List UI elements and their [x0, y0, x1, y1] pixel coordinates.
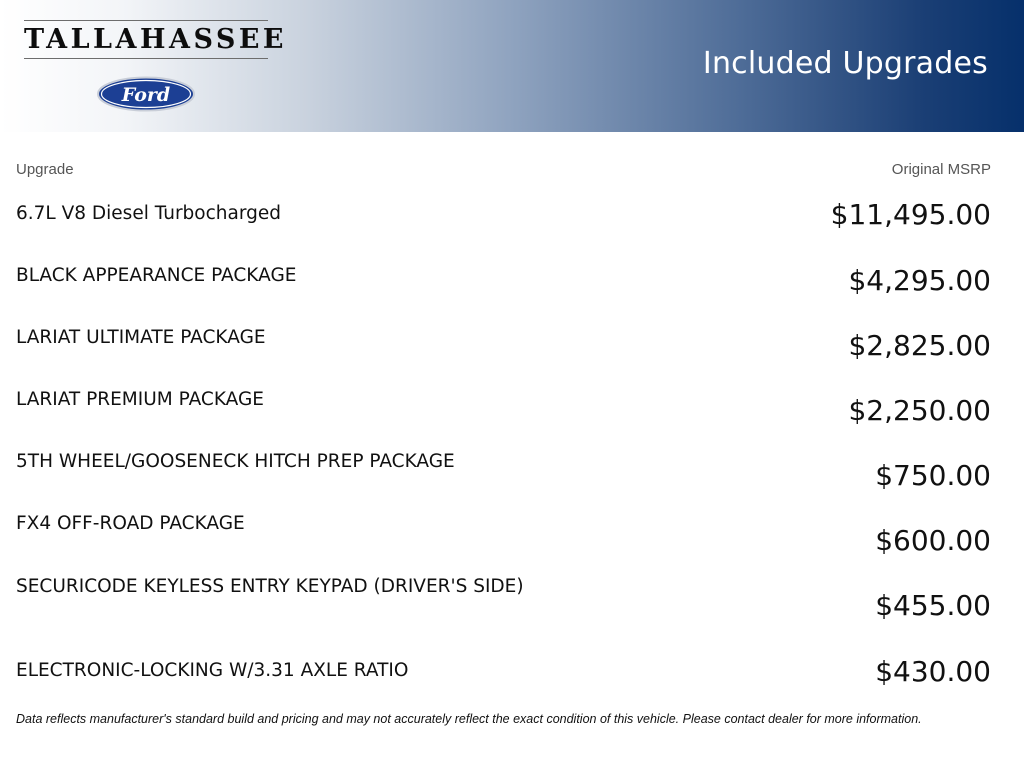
list-item [0, 575, 1024, 635]
upgrade-price: $4,295.00 [848, 264, 991, 297]
page-title: Included Upgrades [702, 46, 988, 81]
upgrade-name: 5TH WHEEL/GOOSENECK HITCH PREP PACKAGE [16, 451, 455, 472]
upgrade-price: $11,495.00 [830, 198, 991, 231]
upgrade-price: $600.00 [875, 524, 991, 557]
column-header-upgrade: Upgrade [16, 161, 74, 178]
upgrade-name: 6.7L V8 Diesel Turbocharged [16, 203, 281, 224]
list-item [0, 655, 1024, 719]
list-item [0, 198, 1024, 262]
upgrade-name: SECURICODE KEYLESS ENTRY KEYPAD (DRIVER'S SIDE) [16, 576, 524, 597]
list-item [0, 450, 1024, 510]
upgrade-price: $455.00 [875, 589, 991, 622]
upgrade-price: $750.00 [875, 459, 991, 492]
column-header-msrp: Original MSRP [891, 161, 991, 178]
upgrade-name: FX4 OFF-ROAD PACKAGE [16, 513, 245, 534]
ford-logo-icon [96, 76, 196, 112]
upgrade-price: $430.00 [875, 655, 991, 688]
disclaimer-text: Data reflects manufacturer's standard build and pricing and may not accurately reflect the exact condition of this vehicle. Please contact dealer for more information. [16, 712, 922, 726]
list-item [0, 326, 1024, 386]
list-item [0, 388, 1024, 448]
dealer-name: TALLAHASSEE [24, 20, 268, 59]
list-item [0, 512, 1024, 572]
upgrade-price: $2,825.00 [848, 329, 991, 362]
upgrade-name: ELECTRONIC-LOCKING W/3.31 AXLE RATIO [16, 660, 409, 681]
upgrade-name: BLACK APPEARANCE PACKAGE [16, 265, 297, 286]
header-banner [0, 0, 1024, 132]
upgrade-price: $2,250.00 [848, 394, 991, 427]
upgrade-name: LARIAT ULTIMATE PACKAGE [16, 327, 266, 348]
list-item [0, 264, 1024, 324]
upgrade-name: LARIAT PREMIUM PACKAGE [16, 389, 264, 410]
svg-text:Ford: Ford [121, 84, 171, 106]
